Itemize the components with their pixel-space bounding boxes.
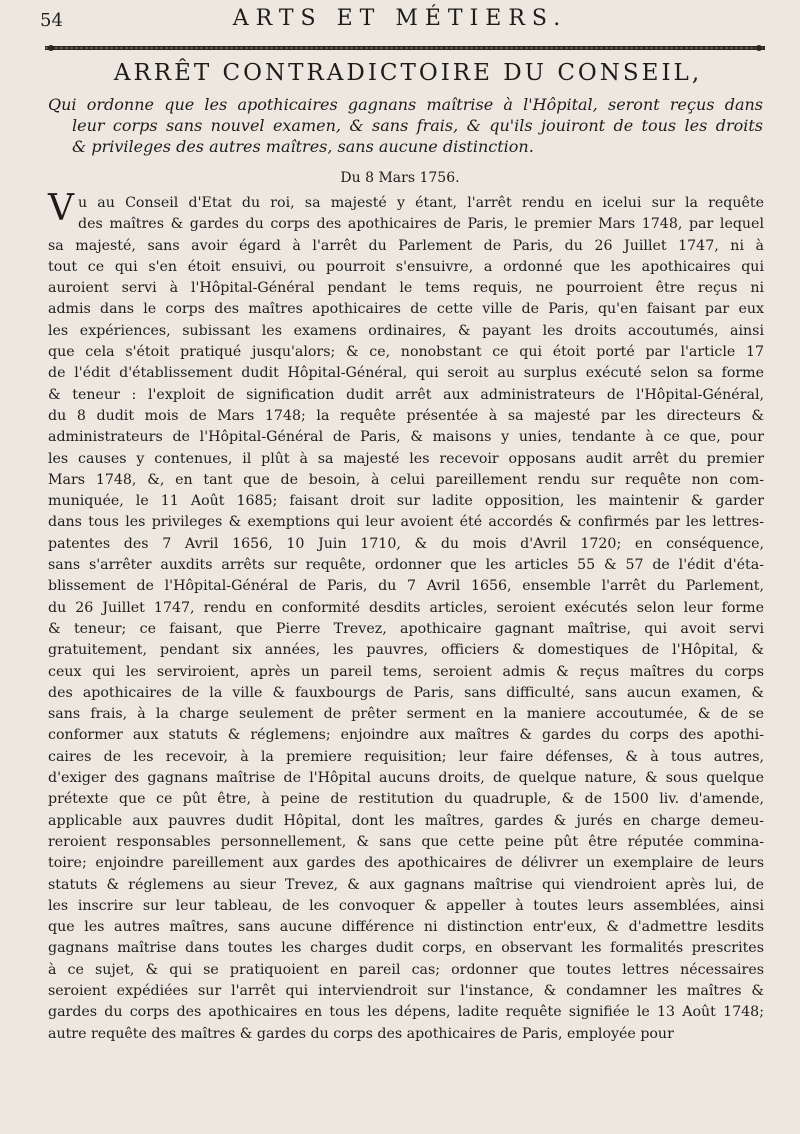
- body-line: les expériences, subissant les examens ordinaires, & payant les droits accoutumés, ainsi: [48, 322, 764, 339]
- date-line: Du 8 Mars 1756.: [340, 170, 460, 186]
- body-line: les inscrire sur leur tableau, de les convoquer & appeller à toutes leurs assemblées, ainsi: [48, 897, 764, 914]
- body-line: sans s'arrêter auxdits arrêts sur requête, ordonner que les articles 55 & 57 de l'édit d'éta-: [48, 557, 764, 574]
- document-title: ARRÊT CONTRADICTOIRE DU CONSEIL,: [113, 60, 703, 86]
- body-line: statuts & réglemens au sieur Trevez, & aux gagnans maîtrise qui viendroient après lui, de: [48, 876, 764, 893]
- body-line: conformer aux statuts & réglemens; enjoindre aux maîtres & gardes du corps des apothi-: [48, 727, 764, 744]
- body-line: admis dans le corps des maîtres apothicaires de cette ville de Paris, qu'en faisant par eux: [48, 301, 764, 318]
- body-line: du 8 dudit mois de Mars 1748; la requête présentée à sa majesté par les directeurs &: [48, 407, 764, 424]
- body-line: que cela s'étoit pratiqué jusqu'alors; & ce, nonobstant ce qui étoit porté par l'article 17: [48, 344, 764, 361]
- body-line: muniquée, le 11 Août 1685; faisant droit sur ladite opposition, les maintenir & garder: [48, 493, 764, 510]
- body-line: prétexte que ce pût être, à peine de restitution du quadruple, & de 1500 liv. d'amende,: [48, 791, 764, 808]
- body-line: des apothicaires de la ville & fauxbourgs de Paris, sans difficulté, sans aucun examen, &: [48, 684, 764, 701]
- body-line: sa majesté, sans avoir égard à l'arrêt du Parlement de Paris, du 26 Juillet 1747, ni à: [48, 237, 764, 254]
- body-line: gratuitement, pendant six années, les pauvres, officiers & domestiques de l'Hôpital, &: [48, 642, 764, 659]
- body-line: les causes y contenues, il plût à sa majesté les recevoir opposans audit arrêt du premier: [48, 450, 764, 467]
- body-line: ceux qui les serviroient, après un pareil tems, seroient admis & reçus maîtres du corps: [48, 663, 764, 680]
- body-line: reroient responsables personnellement, & sans que cette peine pût être réputée commina-: [48, 833, 764, 850]
- body-line: toire; enjoindre pareillement aux gardes des apothicaires de délivrer un exemplaire de leurs: [48, 855, 764, 872]
- body-line: des maîtres & gardes du corps des apothicaires de Paris, le premier Mars 1748, par lequel: [78, 216, 764, 233]
- body-line: seroient expédiées sur l'arrêt qui interviendroit sur l'instance, & condamner les maîtres &: [48, 982, 764, 999]
- summary-line: & privileges des autres maîtres, sans aucune distinction.: [72, 137, 534, 156]
- body-line: blissement de l'Hôpital-Général de Paris, du 7 Avril 1656, ensemble l'arrêt du Parlement,: [48, 578, 764, 595]
- body-line: auroient servi à l'Hôpital-Général pendant le tems requis, ne pourroient être reçus ni: [48, 280, 764, 297]
- body-line: gagnans maîtrise dans toutes les charges dudit corps, en observant les formalités prescrites: [48, 940, 764, 957]
- body-line: u au Conseil d'Etat du roi, sa majesté y étant, l'arrêt rendu en icelui sur la requête: [78, 195, 764, 211]
- body-line: patentes des 7 Avril 1656, 10 Juin 1710, & du mois d'Avril 1720; en conséquence,: [48, 535, 764, 552]
- page-number: 54: [40, 10, 63, 31]
- body-line: que les autres maîtres, sans aucune différence ni distinction entr'eux, & d'admettre lesdits: [48, 919, 764, 936]
- body-line: de l'édit d'établissement dudit Hôpital-Général, qui seroit au surplus exécuté selon sa forme: [48, 365, 764, 382]
- body-line: à ce sujet, & qui se pratiquoient en pareil cas; ordonner que toutes lettres nécessaires: [48, 961, 764, 978]
- body-line: du 26 Juillet 1747, rendu en conformité desdits articles, seroient exécutés selon leur forme: [48, 599, 764, 616]
- body-line: & teneur; ce faisant, que Pierre Trevez, apothicaire gagnant maîtrise, qui avoit servi: [48, 620, 764, 637]
- summary-line: Qui ordonne que les apothicaires gagnans maîtrise à l'Hôpital, seront reçus dans: [48, 95, 763, 114]
- body-line: gardes du corps des apothicaires en tous les dépens, ladite requête signifiée le 13 Août 1748;: [48, 1004, 764, 1021]
- arret-body-text: [48, 188, 764, 1045]
- body-line: caires de les recevoir, à la premiere requisition; leur faire défenses, & à tous autres,: [48, 748, 764, 765]
- body-line: sans frais, à la charge seulement de prêter serment en la maniere accoutumée, & de se: [48, 706, 764, 723]
- body-line: & teneur : l'exploit de signification dudit arrêt aux administrateurs de l'Hôpital-Général,: [48, 386, 764, 403]
- drop-cap: V: [48, 188, 74, 229]
- body-line: autre requête des maîtres & gardes du corps des apothicaires de Paris, employée pour: [48, 1025, 674, 1042]
- body-line: Mars 1748, &, en tant que de besoin, à celui pareillement rendu sur requête non com-: [48, 471, 764, 488]
- summary-line: leur corps sans nouvel examen, & sans frais, & qu'ils jouiront de tous les droits: [72, 116, 763, 135]
- running-head: ARTS ET MÉTIERS.: [232, 6, 568, 31]
- ornamental-rule: [45, 44, 765, 52]
- body-line: administrateurs de l'Hôpital-Général de Paris, & maisons y unies, tendante à ce que, pour: [48, 429, 764, 446]
- body-line: dans tous les privileges & exemptions qui leur avoient été accordés & confirmés par les lettres-: [48, 514, 764, 531]
- document-summary: [48, 94, 763, 157]
- body-line: tout ce qui s'en étoit ensuivi, ou pourroit s'ensuivre, a ordonné que les apothicaires qui: [48, 258, 764, 275]
- body-line: applicable aux pauvres dudit Hôpital, dont les maîtres, gardes & jurés en charge demeu-: [48, 812, 764, 829]
- body-lines: [48, 188, 764, 1045]
- body-line: d'exiger des gagnans maîtrise de l'Hôpital aucuns droits, de quelque nature, & sous quelque: [48, 770, 764, 787]
